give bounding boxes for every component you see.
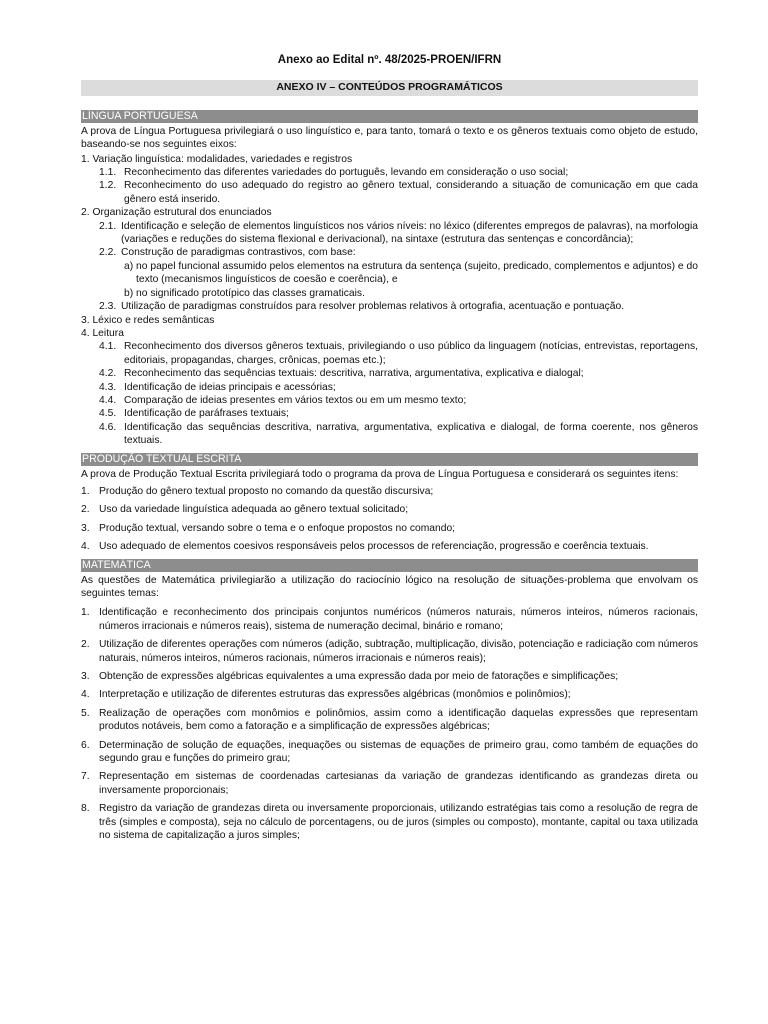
document-subtitle: ANEXO IV – CONTEÚDOS PROGRAMÁTICOS [81,80,698,95]
item-text: no papel funcional assumido pelos elementos na estrutura da sentença (sujeito, predicado, complementos e adjuntos) e do texto (mecanismos linguísticos de coesão e coerência), e [136,260,698,286]
section-intro: A prova de Língua Portuguesa privilegiará o uso linguístico e, para tanto, tomará o texto e os gêneros textuais como objeto de estudo, baseando-se nos seguintes eixos: [81,125,698,151]
section-intro: A prova de Produção Textual Escrita privilegiará todo o programa da prova de Língua Portuguesa e considerará os seguintes itens: [81,468,679,480]
axis-item: 1. Variação linguística: modalidades, variedades e registros [81,153,353,165]
list-item [81,707,698,734]
item-text: Produção do gênero textual proposto no comando da questão discursiva; [99,485,434,497]
item-number: 4. [81,541,90,553]
item-number: 7. [81,771,90,783]
sub-sub-item [124,287,698,300]
item-text: Realização de operações com monômios e polinômios, assim como a identificação daquelas expressões que representam produtos notáveis, bem como a fatoração e a simplificação de expressões algébricas; [99,707,698,733]
item-text: Reconhecimento do uso adequado do registro ao gênero textual, considerando a situação de comunicação em que cada gênero está inserido. [124,180,698,205]
item-letter: a) [124,260,134,272]
item-text: no significado prototípico das classes gramaticais. [136,287,365,299]
item-number: 1.1. [99,167,117,179]
item-number: 2.1. [99,220,117,232]
list-item [81,540,698,553]
sub-item [99,421,698,448]
item-text: Produção textual, versando sobre o tema e o enfoque propostos no comando; [99,522,456,534]
sub-item [99,367,698,380]
item-number: 1.2. [99,180,117,192]
item-number: 6. [81,739,90,751]
section-heading-producao-textual [81,453,698,466]
sub-item [99,407,698,420]
section-heading-label: PRODUÇÃO TEXTUAL ESCRITA [82,452,242,465]
item-number: 2.2. [99,247,117,259]
item-number: 4.4. [99,394,117,406]
sub-item [99,246,698,259]
item-number: 4.2. [99,368,117,380]
sub-item [99,381,698,394]
item-number: 8. [81,803,90,815]
item-text: Identificação e reconhecimento dos principais conjuntos numéricos (números naturais, números inteiros, números racionais, números irracionais e números reais), sistema de numeração decimal, binário e romano; [99,607,698,632]
item-text: Registro da variação de grandezas direta ou inversamente proporcionais, utilizando estratégias tais como a resolução de regra de três (simples e composta), seja no cálculo de porcentagens, ou de juros (simples ou composto), montante, capital ou taxa utilizada no sistema de capitalização a juros simples; [99,803,698,842]
axis-item: 4. Leitura [81,327,124,339]
section-heading-matematica [81,559,698,572]
list-item [81,688,698,701]
sub-sub-item [124,260,698,287]
item-text: Reconhecimento das sequências textuais: descritiva, narrativa, argumentativa, explicativa e dialogal; [124,368,584,380]
sub-item [99,394,698,407]
item-text: Identificação de ideias principais e acessórias; [124,381,336,393]
item-number: 4.6. [99,421,117,433]
sub-item [99,179,698,206]
item-text: Identificação e seleção de elementos linguísticos nos vários níveis: no léxico (diferentes empregos de palavras), na morfologia (variações e reduções do sistema flexional e derivacional), na sintaxe (estrutura das sentenças e concordância); [121,220,698,246]
document-title: Anexo ao Edital nº. 48/2025-PROEN/IFRN [277,54,502,66]
item-number: 2. [81,639,90,651]
item-text: Utilização de diferentes operações com números (adição, subtração, multiplicação, divisão, potenciação e radiciação com números naturais, números inteiros, números racionais, números irracionais e números reais); [99,639,698,664]
item-text: Representação em sistemas de coordenadas cartesianas da variação de grandezas identificando as grandezas direta ou inversamente proporcionais; [99,771,698,796]
list-item [81,606,698,633]
list-item [81,770,698,797]
section-heading-label: MATEMÁTICA [82,558,151,571]
document-content [81,54,698,848]
sub-item [99,166,698,179]
item-text: Reconhecimento dos diversos gêneros textuais, privilegiando o uso público da linguagem (notícias, entrevistas, reportagens, editoriais, propagandas, charges, crônicas, poemas etc.); [124,341,698,366]
sub-item [99,220,698,247]
section-heading-lingua-portuguesa [81,110,698,123]
item-number: 2.3. [99,301,117,313]
item-number: 3. [81,522,90,534]
item-text: Utilização de paradigmas construídos para resolver problemas relativos à ortografia, acentuação e pontuação. [121,301,625,313]
item-text: Construção de paradigmas contrastivos, com base: [121,247,356,259]
item-number: 5. [81,707,90,719]
item-text: Obtenção de expressões algébricas equivalentes a uma expressão dada por meio de fatorações e simplificações; [99,671,619,683]
item-number: 4.1. [99,341,117,353]
axis-item: 2. Organização estrutural dos enunciados [81,207,272,219]
sub-item [99,300,698,313]
item-number: 2. [81,504,90,516]
item-number: 4. [81,689,90,701]
list-item [81,638,698,665]
sub-item [99,340,698,367]
list-item [81,522,698,535]
list-item [81,670,698,683]
item-text: Interpretação e utilização de diferentes estruturas das expressões algébricas (monômios e polinômios); [99,689,571,701]
list-item [81,503,698,516]
item-number: 3. [81,671,90,683]
item-text: Reconhecimento das diferentes variedades do português, levando em consideração o uso social; [124,167,569,179]
item-text: Determinação de solução de equações, inequações ou sistemas de equações de primeiro grau, como também de equações do segundo grau e funções do primeiro grau; [99,739,698,765]
section-heading-label: LÍNGUA PORTUGUESA [82,109,198,122]
item-number: 4.5. [99,408,117,420]
item-text: Comparação de ideias presentes em vários textos ou em um mesmo texto; [124,394,467,406]
list-item [81,802,698,842]
list-item [81,485,698,498]
item-text: Identificação das sequências descritiva, narrativa, argumentativa, explicativa e dialogal, de forma coerente, nos gêneros textuais. [124,421,698,447]
item-letter: b) [124,287,134,299]
axis-item: 3. Léxico e redes semânticas [81,314,215,326]
item-text: Uso adequado de elementos coesivos responsáveis pelos processos de referenciação, progressão e coerência textuais. [99,541,649,553]
item-text: Uso da variedade linguística adequada ao gênero textual solicitado; [99,504,409,516]
item-number: 1. [81,607,90,619]
item-number: 1. [81,485,90,497]
list-item [81,739,698,766]
item-number: 4.3. [99,381,117,393]
section-intro: As questões de Matemática privilegiarão a utilização do raciocínio lógico na resolução de situações-problema que envolvam os seguintes temas: [81,574,698,599]
item-text: Identificação de paráfrases textuais; [124,408,289,420]
